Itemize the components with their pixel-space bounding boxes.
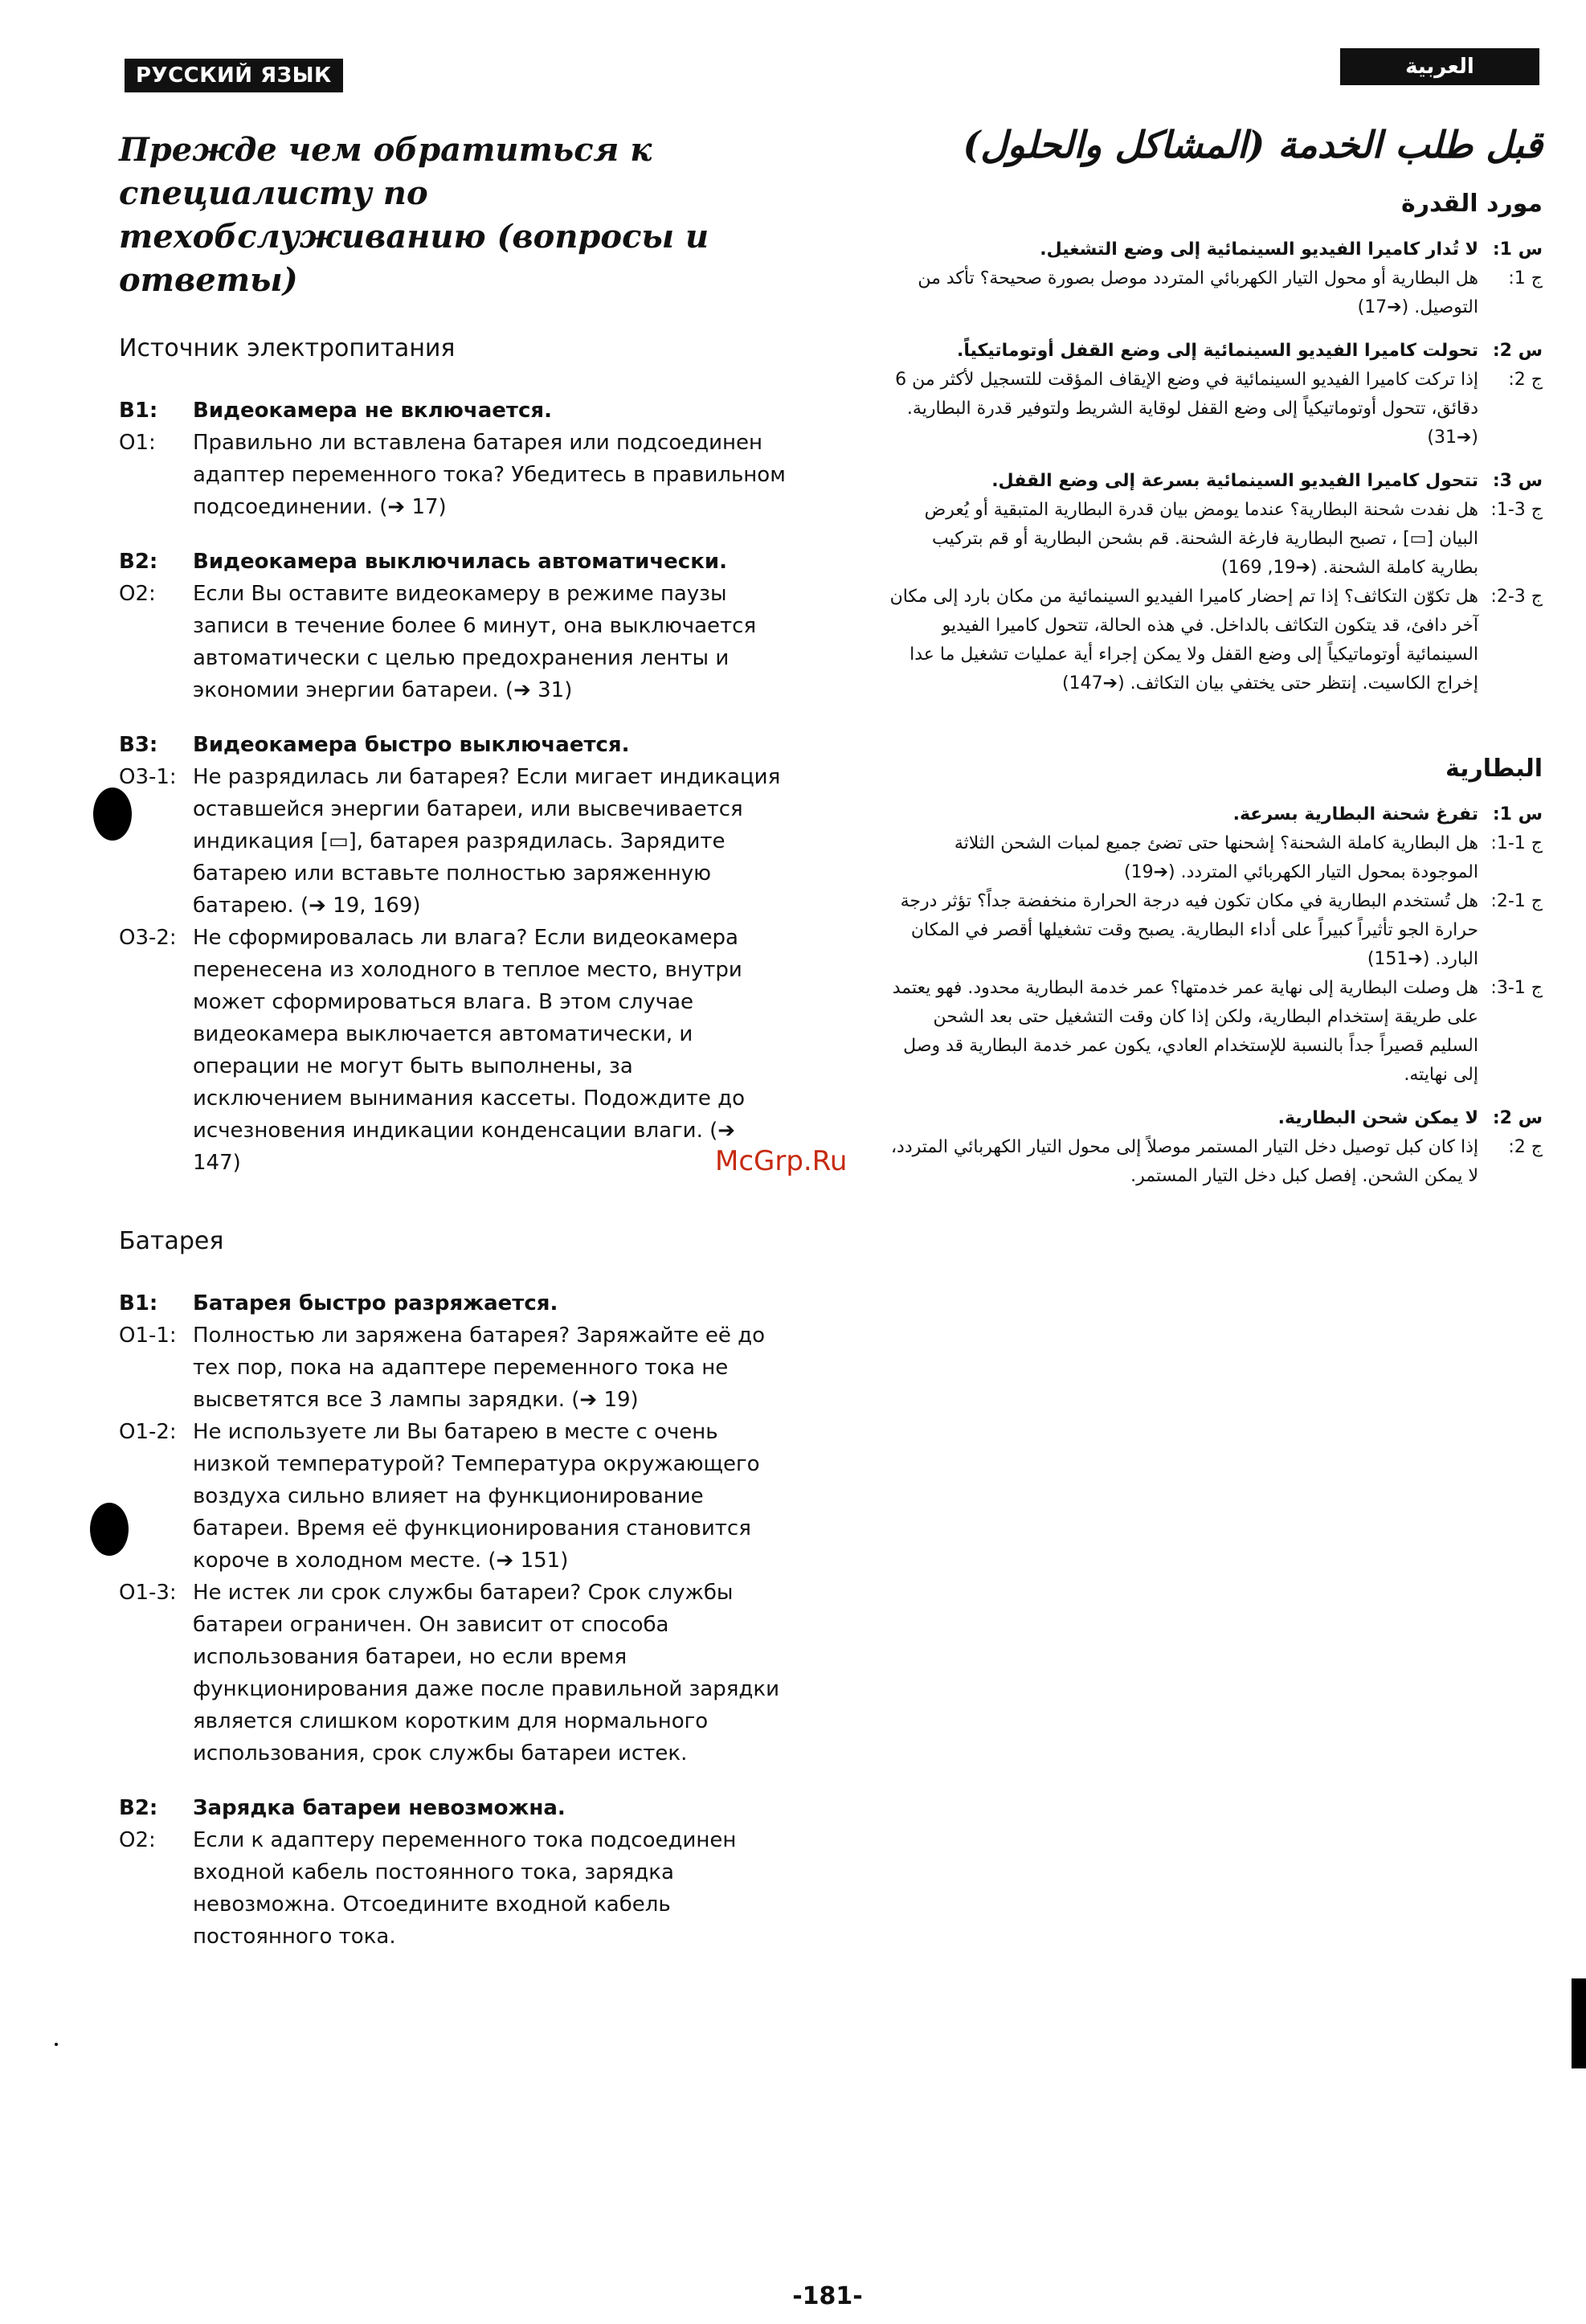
question-label: B3: <box>119 733 158 757</box>
arabic-section-battery: البطارية <box>1445 755 1543 783</box>
russian-language-tag: РУССКИЙ ЯЗЫК <box>125 59 343 92</box>
question-row <box>119 1792 786 1824</box>
answer-label: ج 3-1: <box>1490 500 1543 520</box>
answer-label: O2: <box>119 582 156 606</box>
answer-row <box>884 496 1543 583</box>
answer-row <box>119 922 786 1179</box>
answer-text: هل البطارية أو محول التيار الكهربائي المتردد موصل بصورة صحيحة؟ تأكد من التوصيل. (➔17) <box>918 268 1478 317</box>
answer-label: O1-2: <box>119 1420 177 1444</box>
question-label: B2: <box>119 1796 158 1820</box>
answer-row <box>884 264 1543 322</box>
question-row <box>119 729 786 761</box>
answer-row <box>119 1824 786 1953</box>
russian-power-qa-list <box>119 395 786 1179</box>
answer-text: Если к адаптеру переменного тока подсоединен входной кабель постоянного тока, зарядка невозможна. Отсоедините входной кабель постоянного тока. <box>193 1828 737 1949</box>
answer-row <box>119 578 786 706</box>
answer-text: Не сформировалась ли влага? Если видеокамера перенесена из холодного в теплое место, внутри может сформироваться влага. В этом случае видеокамера выключается автоматически, и операции не могут быть выполнены, за исключением вынимания кассеты. Подождите до исчезновения индикации конденсации влаги. (➔ 147) <box>193 926 745 1175</box>
arabic-battery-qa-list <box>884 800 1543 1191</box>
qa-spacer <box>884 1090 1543 1104</box>
answer-row <box>119 761 786 922</box>
question-row <box>884 337 1543 366</box>
answer-label: O1-1: <box>119 1324 177 1348</box>
answer-text: هل نفدت شحنة البطارية؟ عندما يومض بيان قدرة البطارية المتبقية أو يُعرض البيان [▭] ، تصبح البطارية فارغة الشحنة. قم بشحن البطارية أو قم بتركيب بطارية كاملة الشحنة. (➔19, 169) <box>924 500 1478 578</box>
answer-row <box>119 1320 786 1416</box>
watermark-text: McGrp.Ru <box>715 1145 848 1177</box>
question-label: س 2: <box>1492 341 1543 361</box>
russian-section-battery: Батарея <box>119 1227 224 1255</box>
answer-label: ج 2: <box>1508 370 1543 390</box>
qa-spacer <box>119 1770 786 1784</box>
page-edge-tab-mark <box>1572 1978 1586 2068</box>
question-text: Зарядка батареи невозможна. <box>193 1796 566 1820</box>
arabic-page-title: قبل طلب الخدمة (المشاكل والحلول) <box>963 123 1543 166</box>
qa-spacer <box>119 523 786 538</box>
answer-label: ج 1: <box>1508 268 1543 288</box>
question-label: B2: <box>119 550 158 574</box>
question-text: Видеокамера не включается. <box>193 399 552 423</box>
question-row <box>884 800 1543 829</box>
question-row <box>884 467 1543 496</box>
question-row <box>884 1104 1543 1133</box>
answer-label: ج 1-2: <box>1490 891 1543 911</box>
question-text: لا يمكن شحن البطارية. <box>1277 1108 1478 1128</box>
answer-text: إذا تركت كاميرا الفيديو السينمائية في وضع الإيقاف المؤقت للتسجيل لأكثر من 6 دقائق، تتحول أوتوماتيكياً إلى وضع القفل لوقاية الشريط ولتوفير قدرة البطارية. (➔31) <box>895 370 1478 448</box>
answer-text: هل البطارية كاملة الشحنة؟ إشحنها حتى تضئ جميع لمبات الشحن الثلاثة الموجودة بمحول التيار الكهربائي المتردد. (➔19) <box>954 833 1478 882</box>
answer-row <box>884 887 1543 974</box>
question-row <box>119 546 786 578</box>
answer-text: Правильно ли вставлена батарея или подсоединен адаптер переменного тока? Убедитесь в правильном подсоединении. (➔ 17) <box>193 431 786 519</box>
question-row <box>884 235 1543 264</box>
question-label: س 1: <box>1492 239 1543 260</box>
answer-text: Не истек ли срок службы батареи? Срок службы батареи ограничен. Он зависит от способа использования батареи, но если время функционирования даже после правильной зарядки является слишком коротким для нормального использования, срок службы батареи истек. <box>193 1581 780 1766</box>
answer-text: Не разрядилась ли батарея? Если мигает индикация оставшейся энергии батареи, или высвечивается индикация [▭], батарея разрядилась. Зарядите батарею или вставьте полностью заряженную батарею. (➔ 19, 169) <box>193 765 781 918</box>
question-text: Батарея быстро разряжается. <box>193 1291 558 1315</box>
arabic-language-tag: العربية <box>1340 48 1539 85</box>
scan-speck <box>55 2043 58 2046</box>
question-text: تحولت كاميرا الفيديو السينمائية إلى وضع القفل أوتوماتيكياً. <box>957 341 1478 361</box>
answer-row <box>884 583 1543 698</box>
answer-label: ج 1-1: <box>1490 833 1543 853</box>
question-text: Видеокамера выключилась автоматически. <box>193 550 727 574</box>
question-text: لا تُدار كاميرا الفيديو السينمائية إلى وضع التشغيل. <box>1040 239 1478 260</box>
qa-spacer <box>884 452 1543 467</box>
question-label: س 2: <box>1492 1108 1543 1128</box>
answer-row <box>119 1577 786 1770</box>
answer-label: O3-2: <box>119 926 177 950</box>
answer-label: ج 3-2: <box>1490 587 1543 607</box>
answer-row <box>119 1416 786 1577</box>
page-number: -181- <box>792 2282 863 2310</box>
binding-hole-mark <box>93 788 132 841</box>
question-label: B1: <box>119 1291 158 1315</box>
answer-row <box>884 366 1543 452</box>
russian-battery-qa-list <box>119 1287 786 1953</box>
question-text: تتحول كاميرا الفيديو السينمائية بسرعة إلى وضع القفل. <box>991 471 1478 491</box>
answer-text: هل تكوّن التكاثف؟ إذا تم إحضار كاميرا الفيديو السينمائية من مكان بارد إلى مكان آخر دافئ، قد يتكون التكاثف بالداخل. في هذه الحالة، تتحول كاميرا الفيديو السينمائية أوتوماتيكياً إلى وضع القفل ولا يمكن إجراء أية عمليات تشغيل ما عدا إخراج الكاسيت. إنتظر حتى يختفي بيان التكاثف. (➔147) <box>889 587 1478 694</box>
answer-label: ج 1-3: <box>1490 978 1543 998</box>
question-row <box>119 1287 786 1320</box>
question-label: B1: <box>119 399 158 423</box>
answer-text: Полностью ли заряжена батарея? Заряжайте её до тех пор, пока на адаптере переменного тока не высветятся все 3 лампы зарядки. (➔ 19) <box>193 1324 765 1412</box>
russian-page-title: Прежде чем обратиться к специалисту по техобслуживанию (вопросы и ответы) <box>119 131 709 299</box>
answer-text: هل تُستخدم البطارية في مكان تكون فيه درجة الحرارة منخفضة جداً؟ تؤثر درجة حرارة الجو تأثيراً كبيراً على أداء البطارية. يصبح وقت تشغيلها أقصر في المكان البارد. (➔151) <box>900 891 1478 969</box>
question-label: س 3: <box>1492 471 1543 491</box>
answer-row <box>884 1133 1543 1191</box>
question-text: تفرغ شحنة البطارية بسرعة. <box>1232 804 1478 824</box>
answer-label: ج 2: <box>1508 1137 1543 1157</box>
answer-label: O1: <box>119 431 156 455</box>
question-row <box>119 395 786 427</box>
question-text: Видеокамера быстро выключается. <box>193 733 630 757</box>
answer-text: Если Вы оставите видеокамеру в режиме паузы записи в течение более 6 минут, она выключается автоматически с целью предохранения ленты и экономии энергии батареи. (➔ 31) <box>193 582 757 702</box>
arabic-column <box>884 121 1543 1191</box>
answer-label: O1-3: <box>119 1581 177 1605</box>
answer-label: O2: <box>119 1828 156 1852</box>
qa-spacer <box>119 706 786 721</box>
answer-row <box>884 829 1543 887</box>
binding-hole-mark <box>90 1503 129 1556</box>
arabic-power-qa-list <box>884 235 1543 698</box>
answer-label: O3-1: <box>119 765 177 789</box>
answer-row <box>119 427 786 523</box>
russian-column <box>119 129 786 1953</box>
arabic-section-power: مورد القدرة <box>1401 190 1543 218</box>
qa-spacer <box>884 322 1543 337</box>
answer-text: هل وصلت البطارية إلى نهاية عمر خدمتها؟ عمر خدمة البطارية محدود. فهو يعتمد على طريقة إستخدام البطارية، ولكن إذا كان وقت التشغيل حتى بعد الشحن السليم قصيراً جداً بالنسبة للإستخدام العادي، يكون عمر خدمة البطارية قد وصل إلى نهايته. <box>892 978 1478 1085</box>
question-label: س 1: <box>1492 804 1543 824</box>
answer-row <box>884 974 1543 1090</box>
russian-section-power: Источник электропитания <box>119 334 456 362</box>
answer-text: إذا كان كبل توصيل دخل التيار المستمر موصلاً إلى محول التيار الكهربائي المتردد، لا يمكن الشحن. إفصل كبل دخل التيار المستمر. <box>890 1137 1478 1186</box>
answer-text: Не используете ли Вы батарею в месте с очень низкой температурой? Температура окружающего воздуха сильно влияет на функционирование батареи. Время её функционирования становится короче в холодном месте. (➔ 151) <box>193 1420 760 1573</box>
